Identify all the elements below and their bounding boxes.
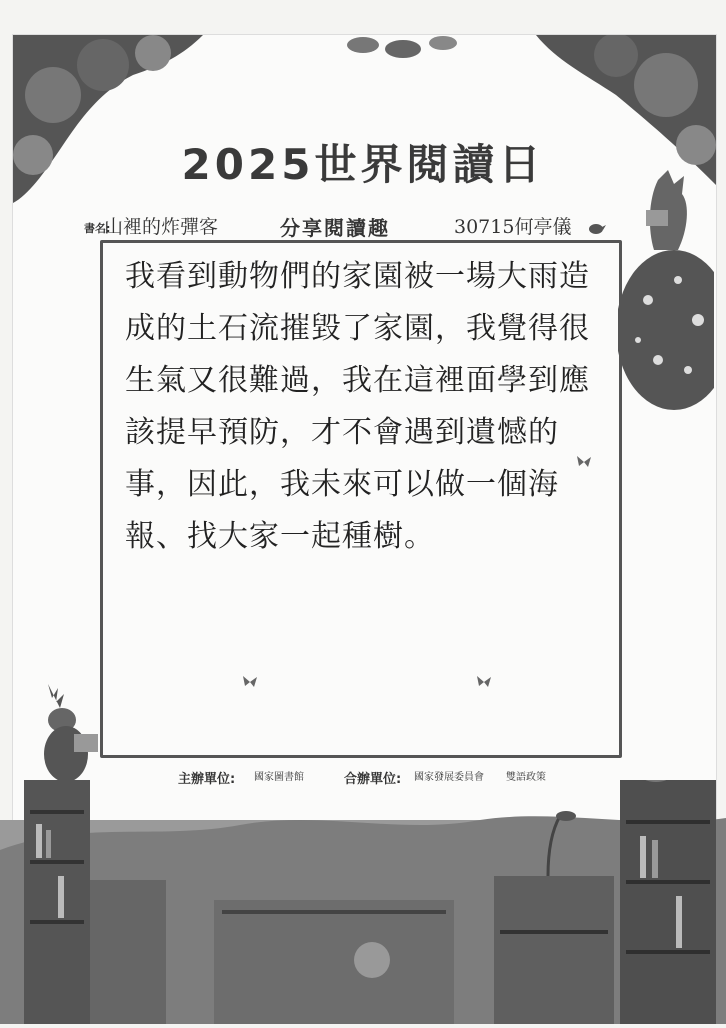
butterfly-icon	[242, 674, 258, 694]
page-title: 2025世界閱讀日	[181, 140, 545, 189]
co-organizer-label: 合辦單位:	[344, 772, 402, 787]
student-info: 30715何亭儀	[454, 216, 572, 238]
leaves-top-center-decoration	[343, 35, 483, 65]
national-development-council-logo: 國家發展委員會	[414, 772, 484, 783]
book-label: 書名:	[84, 222, 111, 235]
bilingual-policy-logo: 雙語政策	[506, 772, 546, 783]
national-central-library-logo: 國家圖書館	[254, 772, 304, 783]
fox-on-mushroom-illustration	[618, 170, 714, 424]
bird-icon	[588, 220, 606, 239]
organizer-label: 主辦單位:	[178, 772, 236, 787]
share-reading-heading: 分享閱讀趣	[280, 216, 390, 240]
forest-bookshelf-scene	[0, 780, 726, 1024]
butterfly-icon	[576, 454, 592, 474]
book-title: 山裡的炸彈客	[104, 216, 219, 238]
deer-reading-illustration	[30, 684, 110, 788]
essay-writing-box	[100, 240, 622, 758]
butterfly-icon	[476, 674, 492, 694]
essay-text: 我看到動物們的家園被一場大雨造成的土石流摧毀了家園，我覺得很生氣又很難過，我在這裡面學到應該提早預防，才不會遇到遺憾的事，因此，我未來可以做一個海報、找大家一起種樹。	[125, 259, 590, 554]
worksheet-header-line	[84, 212, 604, 240]
